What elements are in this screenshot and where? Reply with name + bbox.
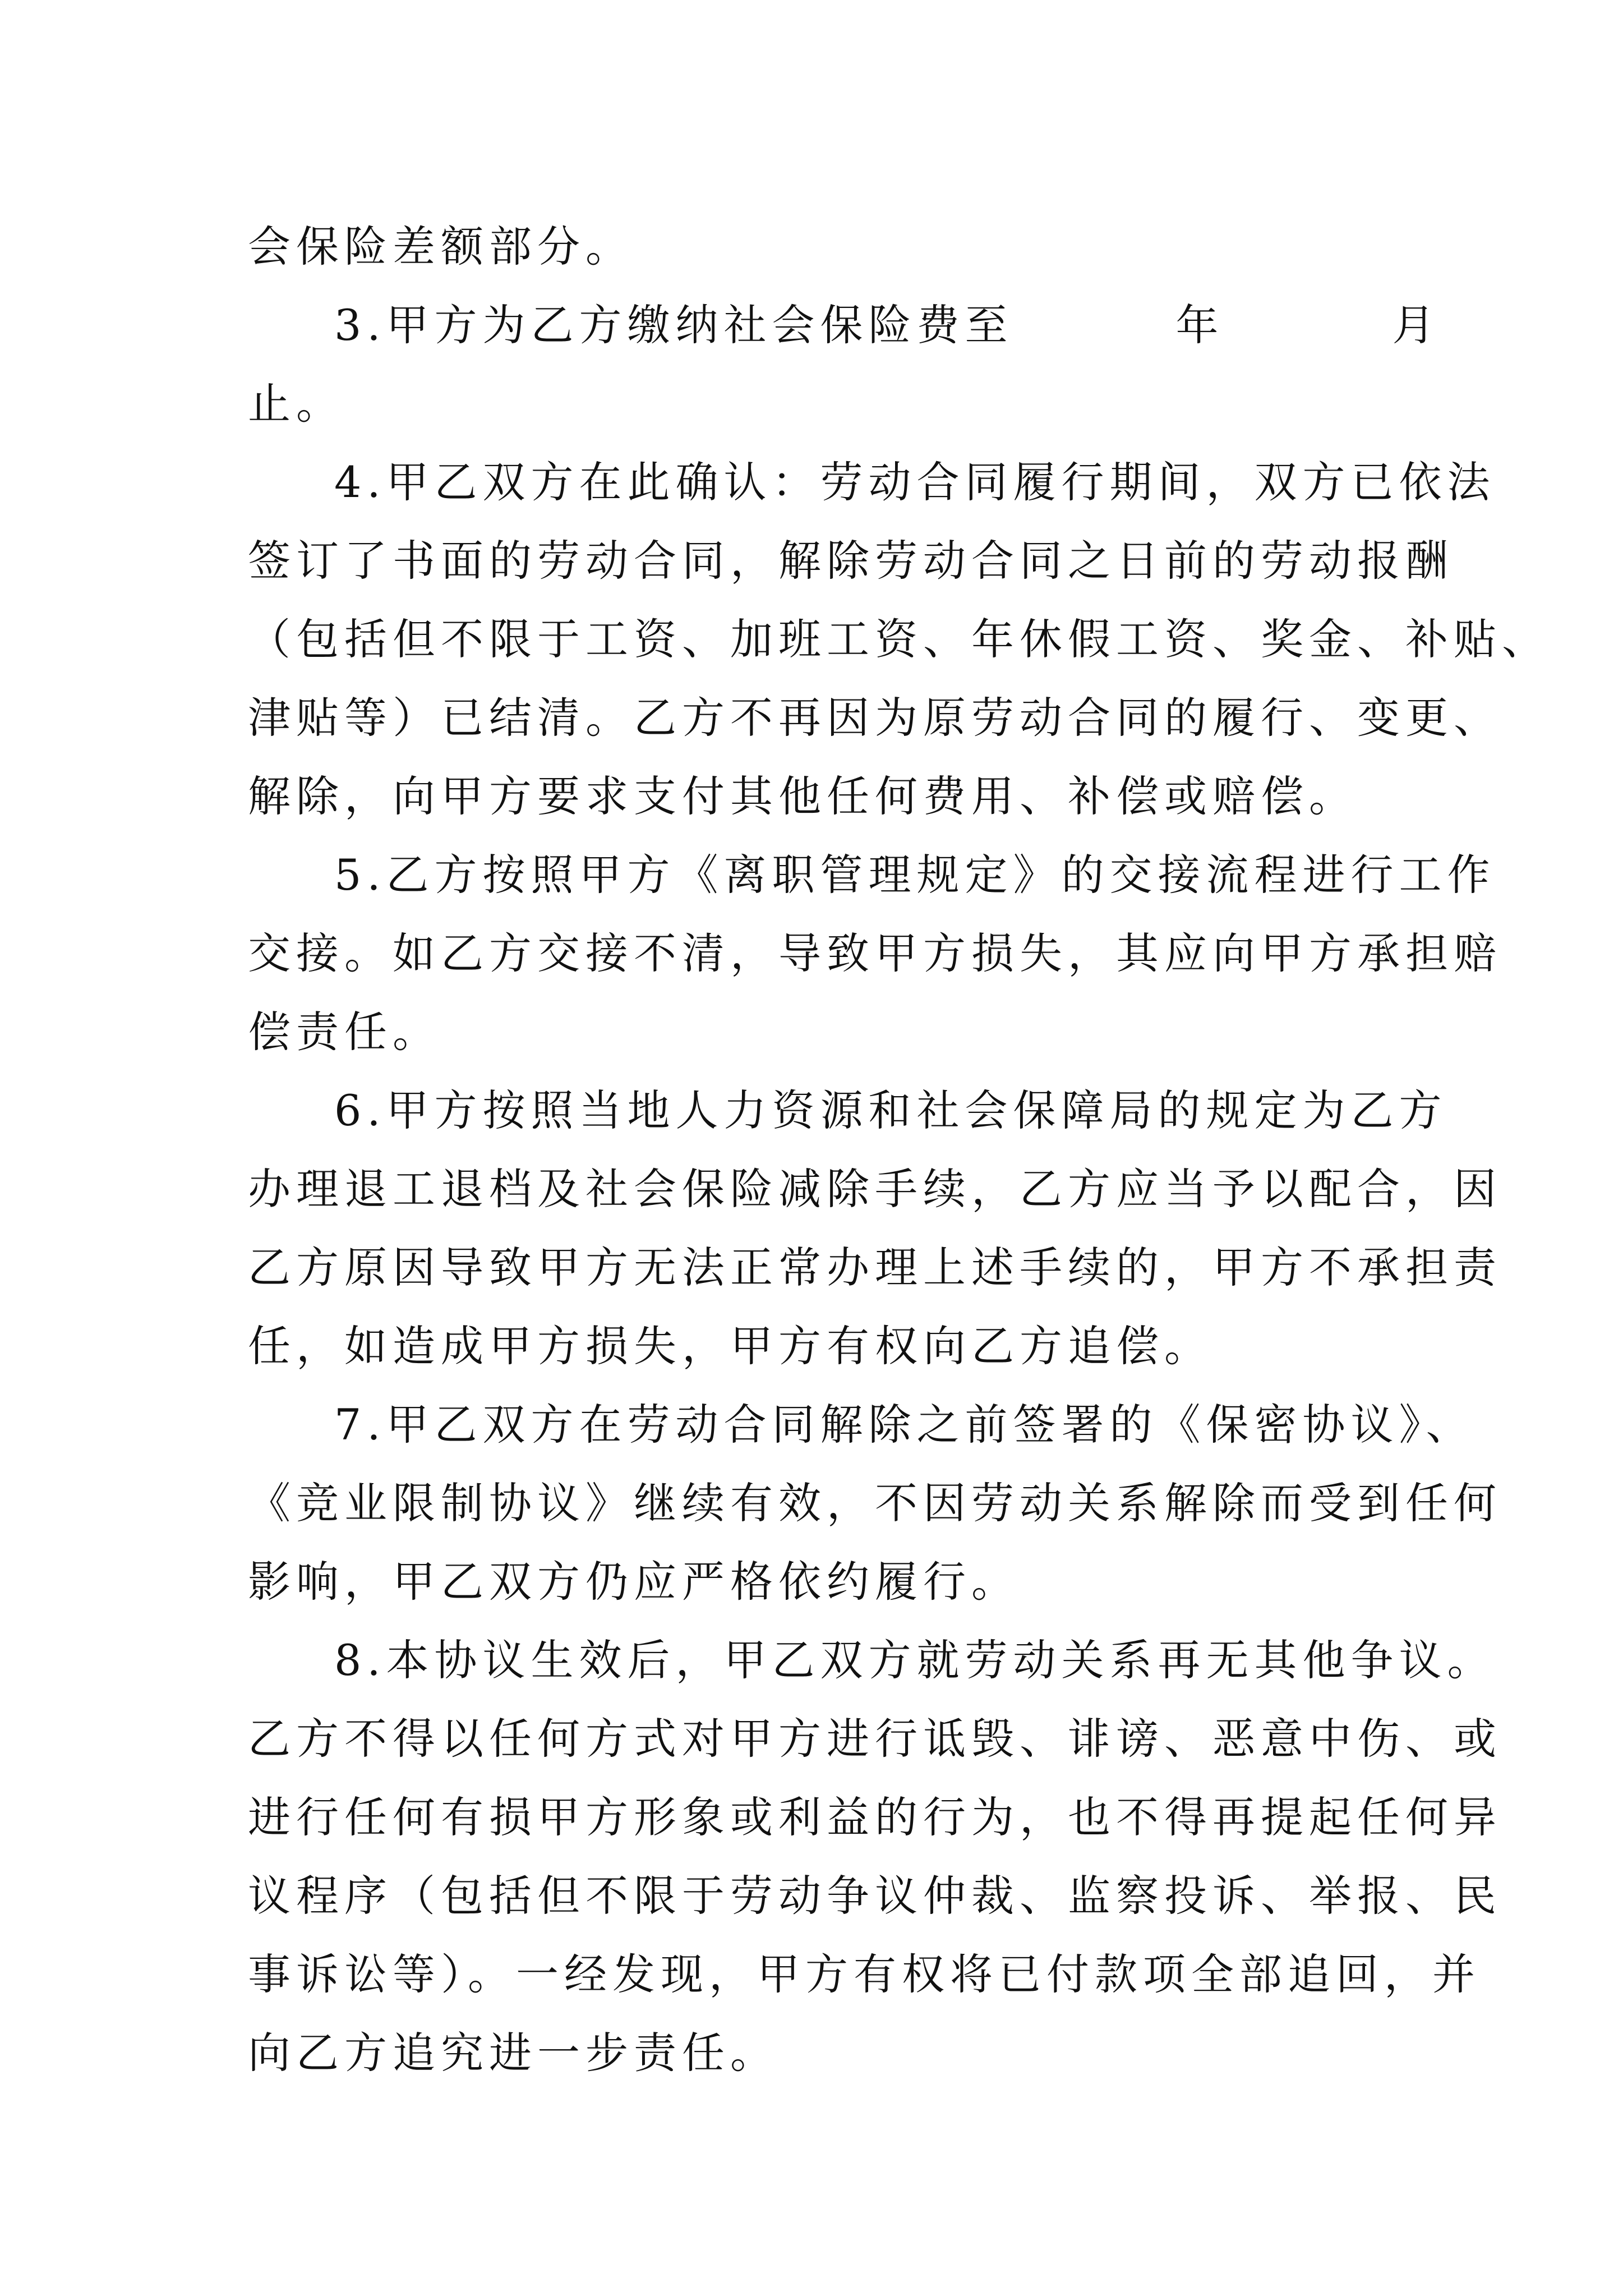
year-label: 年 (1175, 300, 1224, 350)
text-line: 乙方原因导致甲方无法正常办理上述手续的，甲方不承担责 (248, 1243, 1502, 1292)
clause-6-start: 6.甲方按照当地人力资源和社会保障局的规定为乙方 (334, 1085, 1447, 1135)
clause-7-start: 7.甲乙双方在劳动合同解除之前签署的《保密协议》、 (334, 1400, 1474, 1450)
text-line: 会保险差额部分。 (248, 222, 634, 272)
text-line: 《竞业限制协议》继续有效，不因劳动关系解除而受到任何 (248, 1478, 1502, 1528)
text-line: 办理退工退档及社会保险减除手续，乙方应当予以配合，因 (248, 1164, 1502, 1214)
text-line: 津贴等）已结清。乙方不再因为原劳动合同的履行、变更、 (248, 693, 1502, 743)
month-label: 月 (1392, 300, 1441, 350)
text-line: 影响，甲乙双方仍应严格依约履行。 (248, 1557, 1020, 1607)
text-line: 事诉讼等）。一经发现，甲方有权将已付款项全部追回，并 (248, 1949, 1481, 1999)
clause-4-start: 4.甲乙双方在此确认：劳动合同履行期间，双方已依法 (334, 457, 1496, 507)
text-line: 交接。如乙方交接不清，导致甲方损失，其应向甲方承担赔 (248, 928, 1502, 978)
text-line: 解除，向甲方要求支付其他任何费用、补偿或赔偿。 (248, 771, 1357, 821)
text-line: 任，如造成甲方损失，甲方有权向乙方追偿。 (248, 1321, 1212, 1371)
text-line: 止。 (248, 379, 344, 429)
clause-5-start: 5.乙方按照甲方《离职管理规定》的交接流程进行工作 (334, 850, 1496, 900)
text-line: 签订了书面的劳动合同，解除劳动合同之日前的劳动报酬 (248, 536, 1454, 586)
text-line: 向乙方追究进一步责任。 (248, 2028, 778, 2078)
text-line: 议程序（包括但不限于劳动争议仲裁、监察投诉、举报、民 (248, 1871, 1502, 1921)
text-line: 偿责任。 (248, 1007, 441, 1057)
clause-8-start: 8.本协议生效后，甲乙双方就劳动关系再无其他争议。 (334, 1635, 1496, 1685)
clause-3-text: 3.甲方为乙方缴纳社会保险费至 (334, 300, 1013, 350)
clause-3-line (248, 286, 1441, 365)
text-line: 乙方不得以任何方式对甲方进行诋毁、诽谤、恶意中伤、或 (248, 1714, 1502, 1764)
text-line: （包括但不限于工资、加班工资、年休假工资、奖金、补贴、 (248, 614, 1550, 664)
text-line: 进行任何有损甲方形象或利益的行为，也不得再提起任何异 (248, 1792, 1502, 1842)
document-body (248, 208, 1550, 2092)
